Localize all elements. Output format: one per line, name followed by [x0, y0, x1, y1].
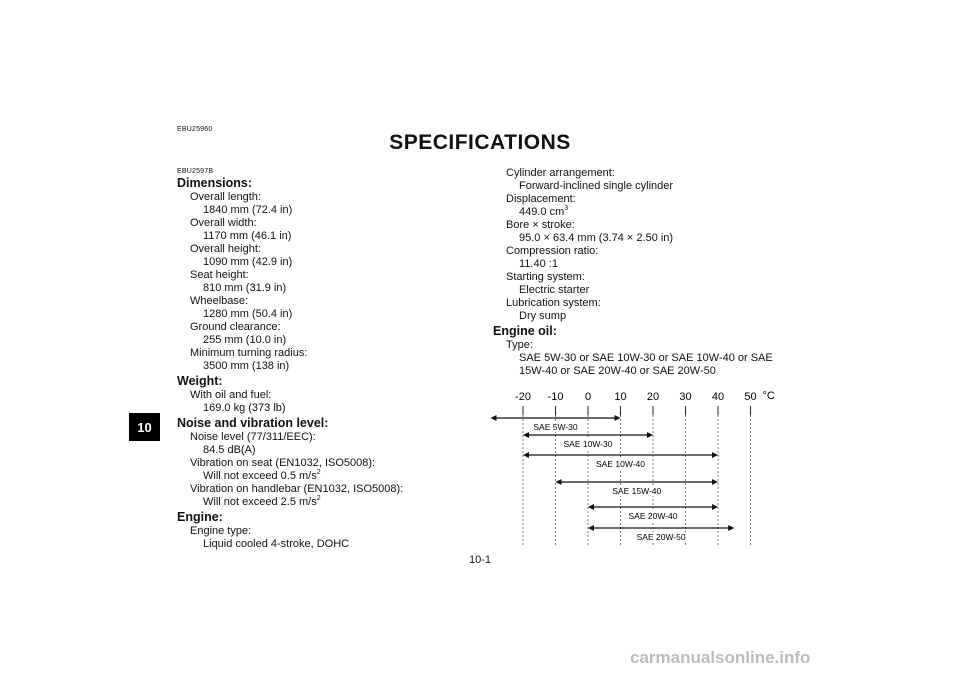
- spec-value: 3500 mm (138 in): [203, 360, 290, 372]
- spec-label: Overall length:: [190, 191, 261, 203]
- document-code: EBU25960: [177, 126, 213, 133]
- spec-label: With oil and fuel:: [190, 389, 272, 401]
- spec-value: [177, 470, 477, 483]
- tick-label: -10: [547, 391, 564, 403]
- spec-value: 84.5 dB(A): [203, 444, 256, 456]
- dimensions-heading: Dimensions:: [177, 176, 253, 190]
- spec-label: Engine type:: [190, 525, 252, 537]
- arrow-right: [712, 479, 718, 485]
- spec-label: Cylinder arrangement:: [506, 167, 615, 179]
- viscosity-bar: [523, 432, 653, 449]
- tick-label: 10: [614, 391, 627, 403]
- spec-value: 1280 mm (50.4 in): [203, 308, 293, 320]
- page-number: 10-1: [468, 554, 492, 566]
- spec-label: Bore × stroke:: [506, 219, 575, 231]
- superscript: 2: [316, 495, 321, 502]
- spec-label: Vibration on handlebar (EN1032, ISO5008):: [190, 483, 404, 495]
- spec-value: 1170 mm (46.1 in): [203, 230, 292, 242]
- viscosity-bar: [523, 452, 718, 469]
- series-label: SAE 20W-50: [636, 532, 686, 542]
- spec-label: Lubrication system:: [506, 297, 601, 309]
- spec-label: Compression ratio:: [506, 245, 599, 257]
- spec-value: [493, 206, 813, 219]
- tick-label: 0: [584, 391, 592, 403]
- series-label: SAE 10W-30: [563, 439, 613, 449]
- arrow-right: [647, 432, 653, 438]
- tick-label: 50: [744, 391, 757, 403]
- arrow-left: [588, 525, 594, 531]
- tick-label: 20: [646, 391, 660, 403]
- noise-heading: Noise and vibration level:: [177, 416, 329, 430]
- viscosity-bar: [491, 415, 621, 432]
- spec-label: Overall height:: [190, 243, 261, 255]
- spec-label: Starting system:: [506, 271, 585, 283]
- spec-label: Displacement:: [506, 193, 576, 205]
- arrow-left: [556, 479, 562, 485]
- seat-vibration-value: Will not exceed 0.5 m/s: [203, 470, 317, 482]
- spec-value: 1840 mm (72.4 in): [203, 204, 293, 216]
- viscosity-bar: [588, 525, 734, 542]
- superscript: 3: [564, 205, 569, 212]
- spec-label: Wheelbase:: [190, 295, 249, 307]
- superscript: 2: [316, 469, 321, 476]
- arrow-left: [491, 415, 497, 421]
- tick-label: 40: [711, 391, 725, 403]
- series-label: SAE 15W-40: [612, 486, 662, 496]
- displacement-value: 449.0 cm: [519, 206, 565, 218]
- spec-value: SAE 5W-30 or SAE 10W-30 or SAE 10W-40 or SAE: [519, 352, 773, 364]
- spec-label: Ground clearance:: [190, 321, 281, 333]
- handlebar-vibration-value: Will not exceed 2.5 m/s: [203, 496, 317, 508]
- spec-value: 1090 mm (42.9 in): [203, 256, 293, 268]
- page-title: SPECIFICATIONS: [389, 131, 571, 154]
- spec-value: 11.40 :1: [519, 258, 558, 270]
- unit-label: °C: [762, 390, 775, 402]
- spec-value: 95.0 × 63.4 mm (3.74 × 2.50 in): [519, 232, 674, 244]
- series-label: SAE 10W-40: [596, 459, 645, 469]
- viscosity-bar: [556, 479, 719, 496]
- footer-watermark: carmanualsonline.info: [630, 648, 811, 667]
- spec-label: Minimum turning radius:: [190, 347, 308, 359]
- spec-label: Noise level (77/311/EEC):: [190, 431, 316, 443]
- series-label: SAE 5W-30: [533, 422, 578, 432]
- oil-viscosity-chart: [495, 385, 775, 550]
- spec-label: Type:: [506, 339, 533, 351]
- section-code: EBU2597B: [177, 168, 214, 175]
- spec-value: 255 mm (10.0 in): [203, 334, 287, 346]
- right-column: [493, 167, 813, 378]
- tick-label: -20: [515, 391, 531, 403]
- spec-value: [177, 496, 477, 509]
- viscosity-bars: [491, 415, 735, 542]
- arrow-left: [588, 504, 594, 510]
- arrow-right: [712, 452, 718, 458]
- spec-value: Electric starter: [519, 284, 590, 296]
- chapter-tab: 10: [129, 413, 160, 441]
- arrow-right: [615, 415, 621, 421]
- left-column: [177, 175, 477, 551]
- engine-oil-heading: Engine oil:: [493, 324, 557, 338]
- spec-value: Forward-inclined single cylinder: [519, 180, 674, 192]
- engine-heading: Engine:: [177, 510, 223, 524]
- tick-label: 30: [679, 391, 692, 403]
- spec-label: Overall width:: [190, 217, 257, 229]
- spec-value: Liquid cooled 4-stroke, DOHC: [203, 538, 350, 550]
- series-label: SAE 20W-40: [628, 511, 678, 521]
- spec-value: 169.0 kg (373 lb): [203, 402, 286, 414]
- viscosity-bar: [588, 504, 718, 521]
- spec-label: Vibration on seat (EN1032, ISO5008):: [190, 457, 376, 469]
- weight-heading: Weight:: [177, 374, 223, 388]
- spec-value: 810 mm (31.9 in): [203, 282, 287, 294]
- arrow-left: [523, 432, 529, 438]
- arrow-right: [728, 525, 734, 531]
- spec-value: 15W-40 or SAE 20W-40 or SAE 20W-50: [519, 365, 716, 377]
- spec-label: Seat height:: [190, 269, 249, 281]
- arrow-right: [712, 504, 718, 510]
- spec-value: Dry sump: [519, 310, 567, 322]
- arrow-left: [523, 452, 529, 458]
